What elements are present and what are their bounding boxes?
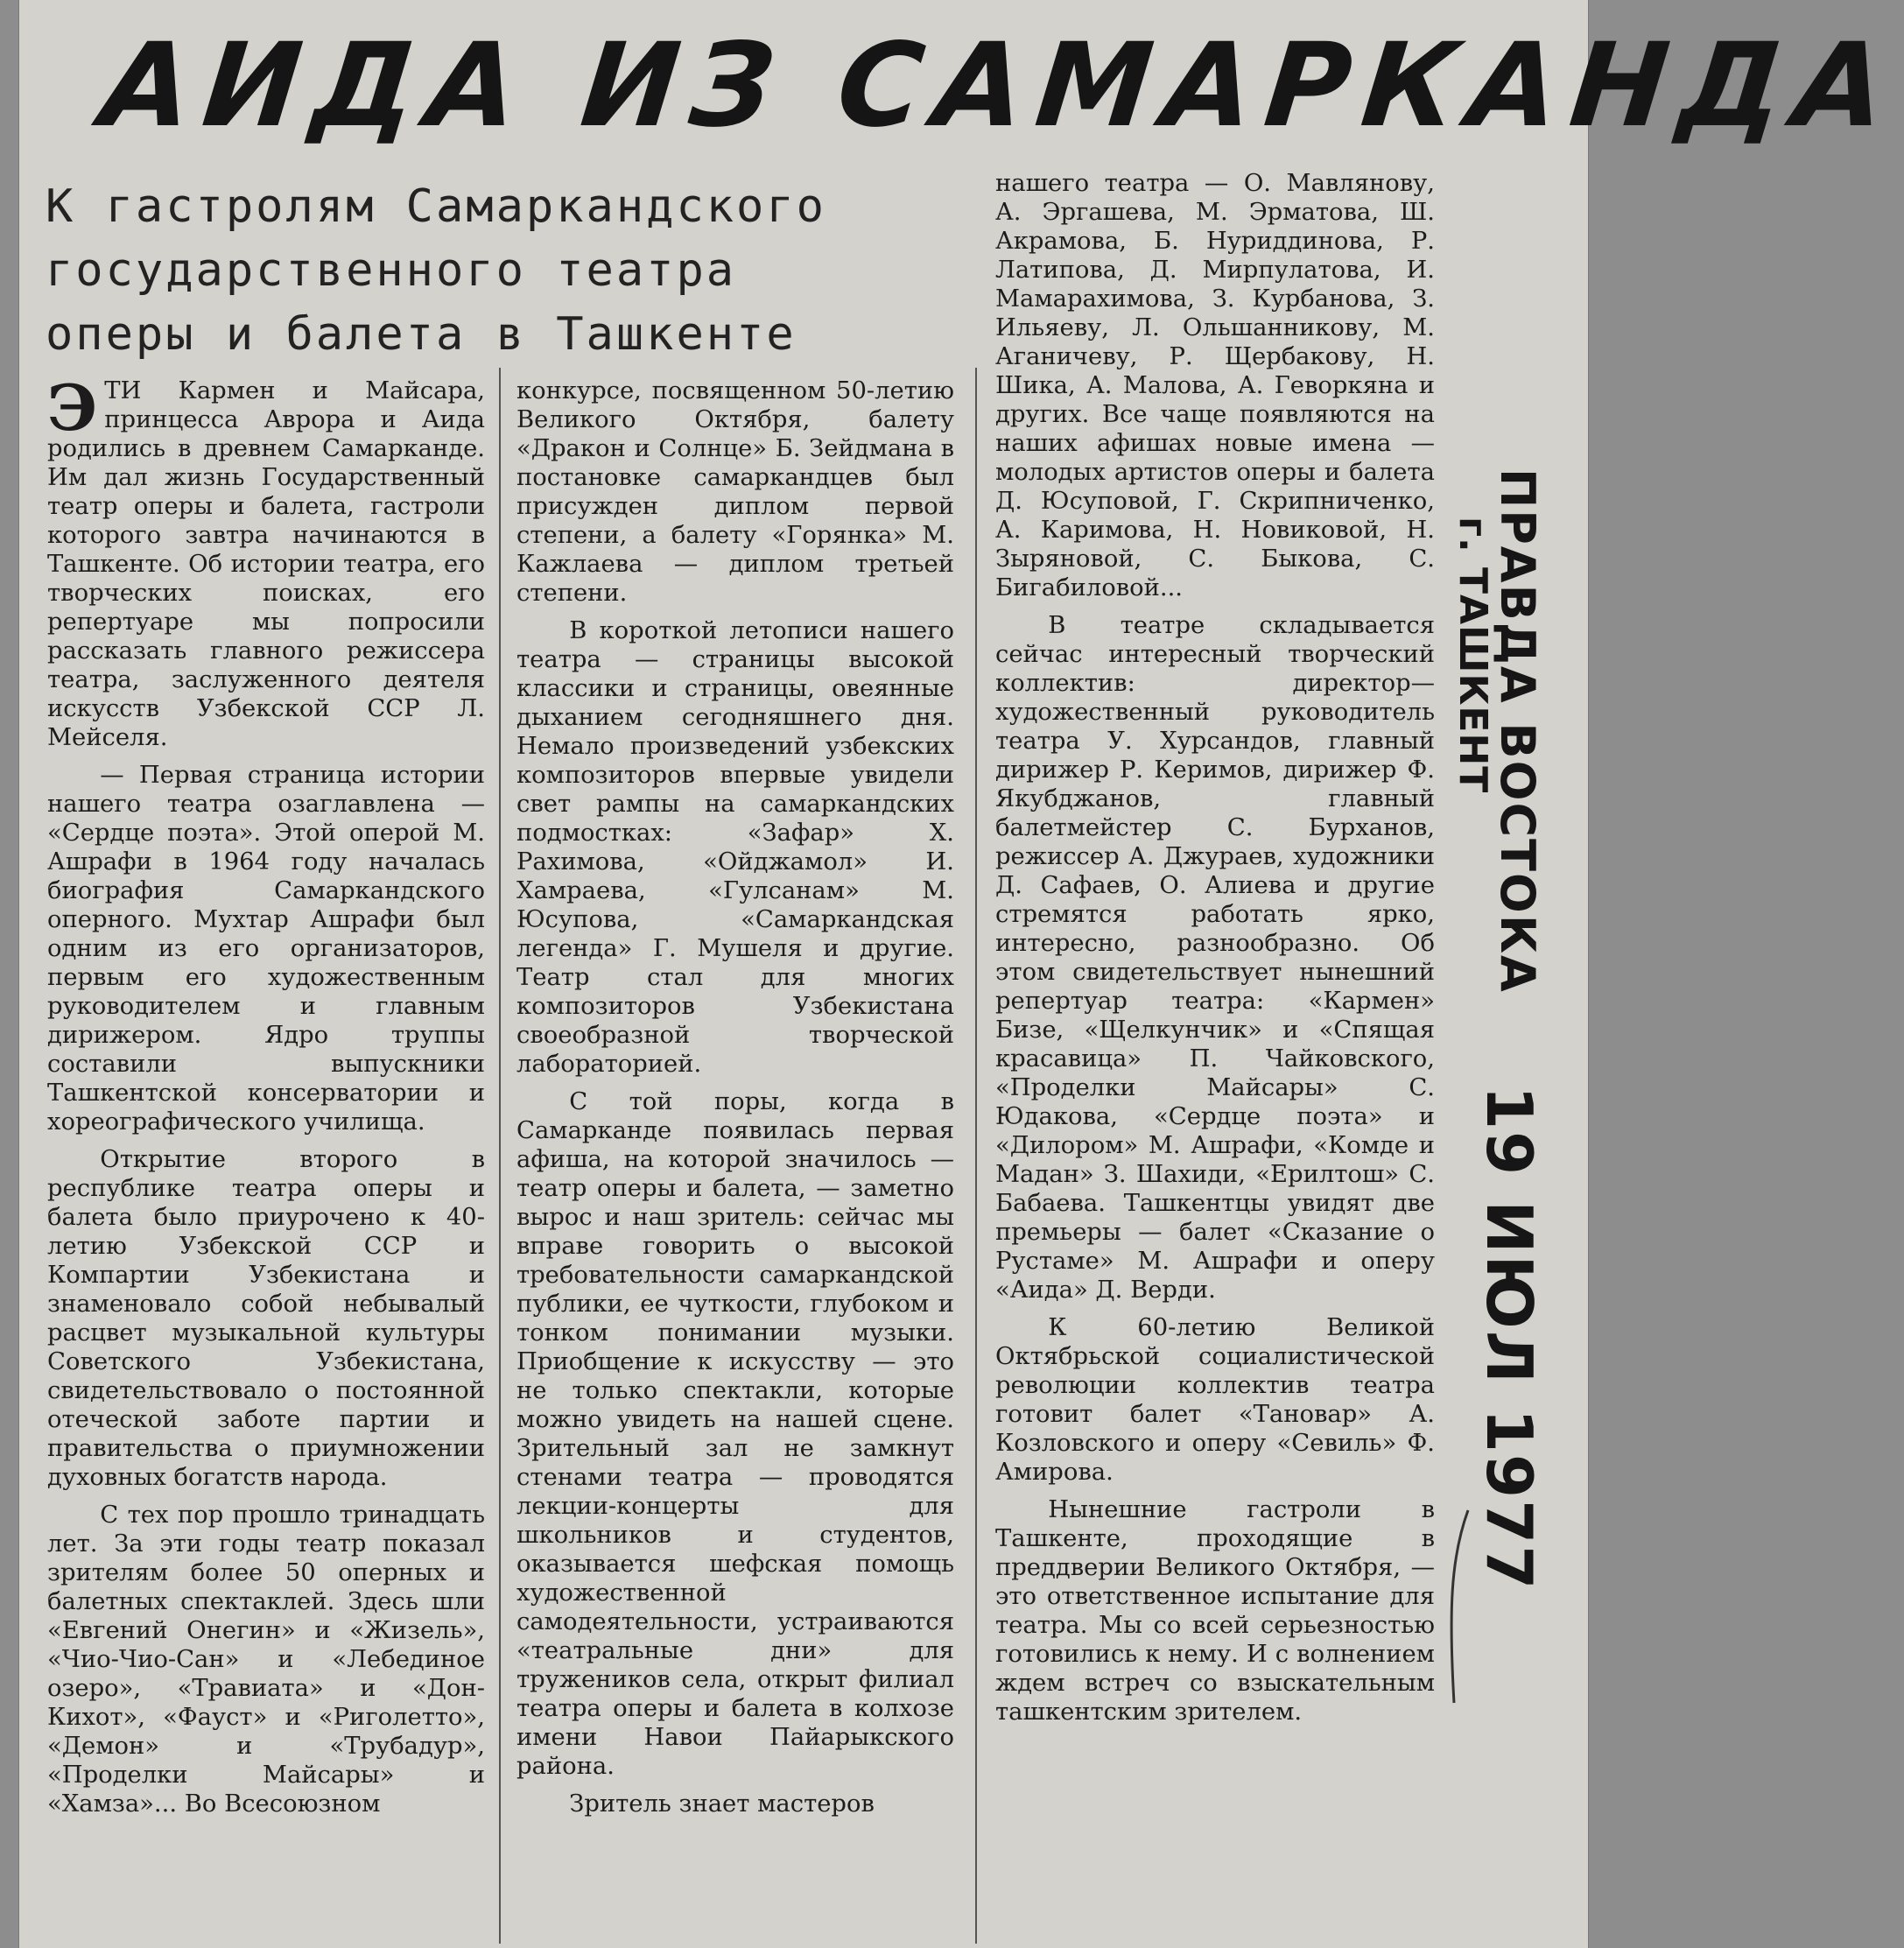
article-paragraph: Нынешние гастроли в Ташкенте, проходящие в преддверии Великого Октября, — это ответственное испытание для театра. Мы со всей серьезностью готовились к нему. И с волнением ждем встреч со взыскательным ташкентским зрителем. — [995, 1496, 1435, 1726]
drop-cap: Э — [47, 370, 98, 445]
article-paragraph: С тех пор прошло тринадцать лет. За эти годы театр показал зрителям более 50 оперных и балетных спектаклей. Здесь шли «Евгений Онегин» и «Жизель», «Чио-Чио-Сан» и «Лебединое озеро», «Травиата» и «Дон-Кихот», «Фауст» и «Риголетто», «Демон» и «Трубадур», «Проделки Майсары» и «Хамза»... Во Всесоюзном — [47, 1501, 485, 1818]
subheadline-line: оперы и балета в Ташкенте — [46, 308, 797, 361]
article-column-3 — [995, 169, 1435, 1726]
column-divider — [499, 368, 501, 1944]
article-paragraph: конкурсе, посвященном 50-летию Великого Октября, балету «Дракон и Солнце» Б. Зейдмана в постановке самаркандцев был присужден диплом первой степени, а балету «Горянка» М. Кажлаева — диплом третьей степени. — [516, 377, 954, 607]
subheadline-line: государственного театра — [46, 244, 737, 297]
article-paragraph: — Первая страница истории нашего театра озаглавлена — «Сердце поэта». Этой оперой М. Ашрафи в 1964 году началась биография Самаркандского оперного. Мухтар Ашрафи был одним из его организаторов, первым его художественным руководителем и главным дирижером. Ядро труппы составили выпускники Ташкентской консерватории и хореографического училища. — [47, 762, 485, 1136]
article-paragraph: В театре складывается сейчас интересный творческий коллектив: директор—художественный руководитель театра У. Хурсандов, главный дирижер Р. Керимов, дирижер Ф. Якубджанов, главный балетмейстер С. Бурханов, режиссер А. Джураев, художники Д. Сафаев, О. Алиева и другие стремятся работать ярко, интересно, разнообразно. Об этом свидетельствует нынешний репертуар театра: «Кармен» Бизе, «Щелкунчик» и «Спящая красавица» П. Чайковского, «Проделки Майсары» С. Юдакова, «Сердце поэта» и «Дилором» М. Ашрафи, «Комде и Мадан» З. Шахиди, «Ерилтош» С. Бабаева. Ташкентцы увидят две премьеры — балет «Сказание о Рустаме» М. Ашрафи и оперу «Аида» Д. Верди. — [995, 612, 1435, 1304]
article-paragraph: Зритель знает мастеров — [569, 1790, 875, 1818]
column-divider — [975, 368, 977, 1944]
article-paragraph: ЭТИ Кармен и Майсара, принцесса Аврора и Аида родились в древнем Самарканде. Им дал жизнь Государственный театр оперы и балета, гастроли которого завтра начинаются в Ташкенте. Об истории театра, его творческих поисках, его репертуаре мы попросили рассказать главного режиссера театра, заслуженного деятеля искусств Узбекской ССР Л. Мейселя. — [47, 370, 485, 751]
newspaper-clipping — [19, 0, 1904, 1948]
article-paragraph: С той поры, когда в Самарканде появилась первая афиша, на которой значилось — театр оперы и балета, — заметно вырос и наш зритель: сейчас мы вправе говорить о высокой требовательности самаркандской публики, ее чуткости, глубоком и тонком понимании музыки. Приобщение к искусству — это не только спектакли, которые можно увидеть на нашей сцене. Зрительный зал не замкнут стенами театра — проводятся лекции-концерты для школьников и студентов, оказывается шефская помощь художественной самодеятельности, устраиваются «театральные дни» для тружеников села, открыт филиал театра оперы и балета в колхозе имени Навои Пайарыкского района. — [516, 1088, 954, 1780]
article-column-2 — [516, 376, 954, 1818]
date-stamp: 19 ИЮЛ 1977 — [1472, 1086, 1546, 1592]
article-column-1 — [47, 370, 485, 1818]
article-paragraph: В короткой летописи нашего театра — страницы высокой классики и страницы, овеянные дыханием сегодняшнего дня. Немало произведений узбекских композиторов впервые увидели свет рампы на самаркандских подмостках: «Зафар» Х. Рахимова, «Ойджамол» И. Хамраева, «Гулсанам» М. Юсупова, «Самаркандская легенда» Г. Мушеля и другие. Театр стал для многих композиторов Узбекистана своеобразной творческой лабораторией. — [516, 617, 954, 1078]
article-paragraph: Открытие второго в республике театра оперы и балета было приурочено к 40-летию Узбекской ССР и Компартии Узбекистана и знаменовало собой небывалый расцвет музыкальной культуры Советского Узбекистана, свидетельствовало о постоянной отеческой заботе партии и правительства о приумножении духовных богатств народа. — [47, 1146, 485, 1491]
headline: АИДА ИЗ САМАРКАНДА — [95, 18, 1904, 153]
article-paragraph: К 60-летию Великой Октябрьской социалистической революции коллектив театра готовит балет «Тановар» А. Козловского и оперу «Севиль» Ф. Амирова. — [995, 1314, 1435, 1486]
subheadline-line: К гастролям Самаркандского — [46, 180, 826, 233]
article-paragraph: нашего театра — О. Мавлянову, А. Эргашева, М. Эрматова, Ш. Акрамова, Б. Нуриддинова, Р. Латипова, Д. Мирпулатова, И. Мамарахимова, З. Курбанова, З. Ильяеву, Л. Ольшанникову, М. Аганичеву, Р. Щербакову, Н. Шика, А. Малова, А. Геворкяна и других. Все чаще появляются на наших афишах новые имена — молодых артистов оперы и балета Д. Юсуповой, Г. Скрипниченко, А. Каримова, Н. Новиковой, Н. Зыряновой, С. Быкова, С. Бигабиловой... — [995, 170, 1435, 601]
pen-mark — [1442, 1506, 1477, 1707]
newspaper-name-stamp: ПРАВДА ВОСТОКА — [1490, 468, 1545, 994]
city-stamp: г. ТАШКЕНТ — [1451, 517, 1495, 794]
subheadline — [46, 175, 947, 367]
